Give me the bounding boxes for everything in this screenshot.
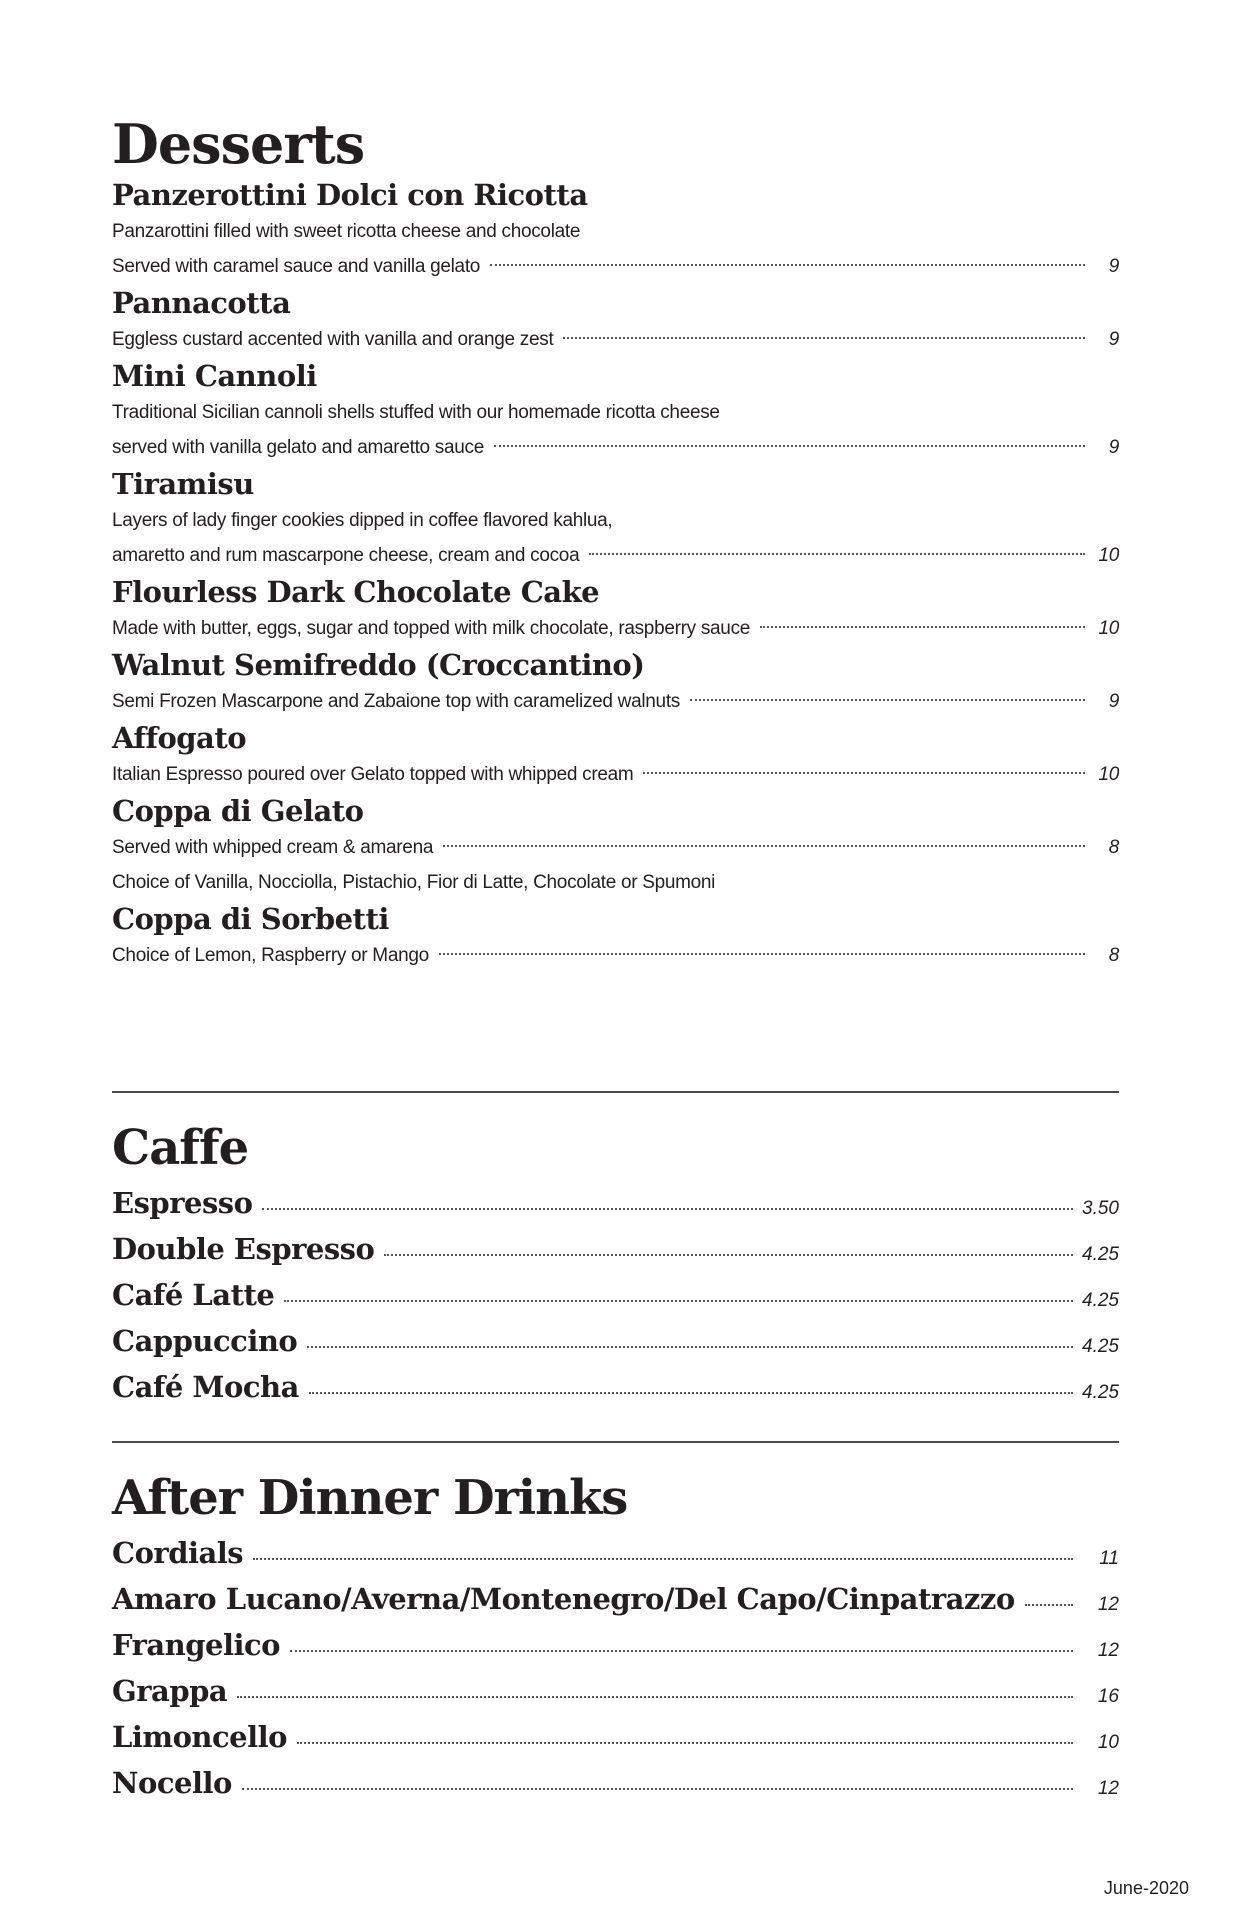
dot-leader [760,626,1085,628]
menu-item [112,1622,1119,1668]
menu-item [112,900,1119,973]
dot-leader [242,1788,1073,1790]
dot-leader [1025,1604,1073,1606]
item-name: Tiramisu [112,467,254,501]
item-price: 4.25 [1082,1244,1119,1265]
dot-leader [494,445,1085,447]
item-name: Espresso [112,1186,253,1220]
price-row [112,938,1119,973]
dot-leader [297,1742,1073,1744]
menu-item [112,1272,1119,1318]
dot-leader [307,1346,1073,1348]
item-price: 10 [1097,1732,1119,1753]
menu-item [112,1760,1119,1806]
menu-date: June-2020 [1103,1878,1189,1898]
section-divider [112,1091,1119,1093]
item-description: Made with butter, eggs, sugar and topped with milk chocolate, raspberry sauce [112,618,751,639]
item-description: Semi Frozen Mascarpone and Zabaione top with caramelized walnuts [112,691,680,712]
dot-leader [490,264,1085,266]
item-price: 11 [1099,1548,1119,1569]
menu-item [112,1668,1119,1714]
item-description: Italian Espresso poured over Gelato topped with whipped cream [112,764,634,785]
caffe-title: Caffe [112,1120,249,1176]
caffe-section [112,1118,1119,1410]
menu-item [112,1318,1119,1364]
item-price: 4.25 [1082,1382,1119,1403]
price-row [112,322,1119,357]
price-row [112,611,1119,646]
item-note: Choice of Vanilla, Nocciolla, Pistachio, Fior di Latte, Chocolate or Spumoni [112,872,716,893]
item-name: Mini Cannoli [112,359,317,393]
item-name: Cappuccino [112,1324,298,1358]
item-price: 16 [1097,1686,1119,1707]
item-name: Affogato [112,721,247,755]
dot-leader [690,699,1085,701]
dot-leader [384,1254,1073,1256]
desserts-list [112,176,1119,973]
dot-leader [262,1208,1073,1210]
drinks-list [112,1530,1119,1806]
menu-item [112,1714,1119,1760]
dot-leader [563,337,1085,339]
menu-item [112,1576,1119,1622]
item-description: Served with whipped cream & amarena [112,837,434,858]
item-name: Walnut Semifreddo (Croccantino) [112,648,645,682]
item-name: Nocello [112,1766,232,1800]
menu-item [112,357,1119,465]
dot-leader [253,1558,1073,1560]
item-price: 4.25 [1082,1290,1119,1311]
menu-item [112,284,1119,357]
item-description: Choice of Lemon, Raspberry or Mango [112,945,429,966]
menu-item [112,646,1119,719]
item-price: 12 [1097,1778,1119,1799]
item-description: Layers of lady finger cookies dipped in coffee flavored kahlua, [112,510,613,531]
dot-leader [443,845,1085,847]
item-name: Café Latte [112,1278,275,1312]
dot-leader [439,953,1085,955]
menu-item [112,719,1119,792]
item-price: 10 [1098,545,1119,566]
menu-item [112,465,1119,573]
menu-item [112,176,1119,284]
menu-item [112,1180,1119,1226]
item-price: 10 [1098,764,1119,785]
menu-item [112,1364,1119,1410]
dot-leader [290,1650,1073,1652]
caffe-list [112,1180,1119,1410]
item-name: Grappa [112,1674,228,1708]
price-row [112,830,1119,865]
item-name: Amaro Lucano/Averna/Montenegro/Del Capo/Cinpatrazzo [112,1582,1015,1616]
item-price: 9 [1108,256,1119,277]
price-row [112,684,1119,719]
dot-leader [309,1392,1073,1394]
item-price: 9 [1108,691,1119,712]
item-name: Double Espresso [112,1232,375,1266]
item-name: Frangelico [112,1628,280,1662]
item-price: 9 [1108,329,1119,350]
item-description: amaretto and rum mascarpone cheese, cream and cocoa [112,545,580,566]
item-name: Coppa di Sorbetti [112,902,389,936]
price-row [112,249,1119,284]
item-name: Cordials [112,1536,244,1570]
item-price: 3.50 [1082,1198,1119,1219]
item-description: Eggless custard accented with vanilla and orange zest [112,329,554,350]
item-name: Coppa di Gelato [112,794,364,828]
dot-leader [643,772,1085,774]
menu-item [112,573,1119,646]
item-price: 10 [1098,618,1119,639]
price-row [112,538,1119,573]
item-price: 8 [1108,837,1119,858]
item-price: 12 [1097,1594,1119,1615]
item-description: Served with caramel sauce and vanilla gelato [112,256,481,277]
item-price: 9 [1108,437,1119,458]
dot-leader [284,1300,1073,1302]
item-price: 4.25 [1082,1336,1119,1357]
item-name: Pannacotta [112,286,291,320]
item-description: Panzarottini filled with sweet ricotta cheese and chocolate [112,221,581,242]
menu-item [112,1226,1119,1272]
dot-leader [237,1696,1073,1698]
price-row [112,757,1119,792]
drinks-section [112,1468,1119,1806]
menu-item [112,1530,1119,1576]
item-name: Limoncello [112,1720,288,1754]
item-name: Café Mocha [112,1370,299,1404]
drinks-title: After Dinner Drinks [112,1470,628,1526]
menu-item [112,792,1119,900]
desserts-section [112,112,1119,973]
price-row [112,430,1119,465]
item-description: Traditional Sicilian cannoli shells stuffed with our homemade ricotta cheese [112,402,720,423]
item-price: 8 [1108,945,1119,966]
desserts-title: Desserts [112,112,365,176]
dot-leader [589,553,1085,555]
section-divider [112,1441,1119,1443]
item-name: Panzerottini Dolci con Ricotta [112,178,588,212]
item-price: 12 [1097,1640,1119,1661]
item-name: Flourless Dark Chocolate Cake [112,575,600,609]
item-description: served with vanilla gelato and amaretto sauce [112,437,485,458]
